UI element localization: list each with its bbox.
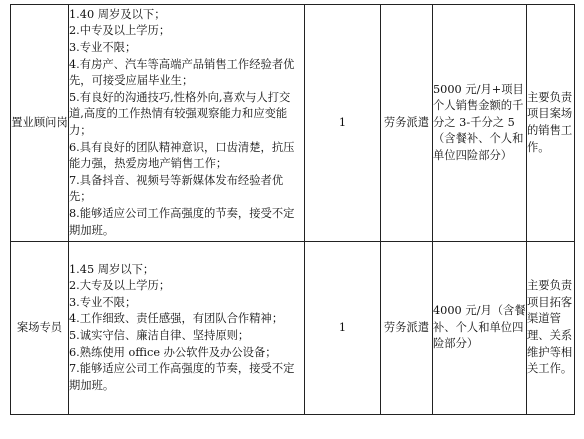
requirement-item: 6.熟练使用 office 办公软件及办公设备； [69,345,277,359]
requirement-item: 2.中专及以上学历； [69,24,171,38]
requirement-item: 3.专业不限； [69,295,137,309]
table-row [11,5,575,242]
requirement-item: 2.大专及以上学历； [69,279,171,293]
requirement-item: 8.能够适应公司工作高强度的节奏，接受不定期加班。 [69,206,295,237]
duties-text: 主要负责项目拓客渠道管理、关系维护等相关工作。 [527,279,573,376]
employment-type: 劳务派遣 [383,115,430,129]
requirements-cell [69,242,305,415]
headcount-cell [305,242,381,415]
requirement-item: 5.诚实守信、廉洁自律、坚持原则； [69,329,250,342]
recruitment-table [10,4,575,415]
employment-type-cell [381,5,433,242]
requirement-item: 4.工作细致、责任感强，有团队合作精神； [69,312,284,326]
duties-cell [527,5,575,242]
requirements-cell [69,5,305,242]
salary-text: 4000 元/月（含餐补、个人和单位四险部分） [433,304,526,351]
employment-type-cell [381,242,433,415]
requirement-item: 7.具备抖音、视频号等新媒体发布经验者优先； [69,173,284,204]
headcount: 1 [338,320,347,334]
headcount-cell [305,5,381,242]
requirement-item: 1.40 周岁及以下； [69,7,166,21]
requirement-item: 1.45 周岁以下； [69,262,155,276]
position-name: 案场专员 [16,320,63,334]
requirement-item: 6.具有良好的团队精神意识，口齿清楚，抗压能力强，热爱房地产销售工作； [69,140,295,171]
salary-cell [433,5,527,242]
position-cell [11,5,69,242]
position-cell [11,242,69,415]
salary-cell [433,242,527,415]
requirement-item: 3.专业不限； [69,41,137,55]
duties-text: 主要负责项目案场的销售工作。 [527,90,573,154]
table-row [11,242,575,415]
headcount: 1 [338,115,347,129]
employment-type: 劳务派遣 [383,320,430,334]
duties-cell [527,242,575,415]
requirement-item: 4.有房产、汽车等高端产品销售工作经验者优先，可接受应届毕业生； [69,57,295,88]
salary-text: 5000 元/月+项目个人销售金额的千分之 3-千分之 5（含餐补、个人和单位四险部分） [433,82,524,162]
requirement-item: 7.能够适应公司工作高强度的节奏，接受不定期加班。 [69,362,295,392]
position-name: 置业顾问岗 [11,115,68,129]
requirement-item: 5.有良好的沟通技巧,性格外向,喜欢与人打交道,高度的工作热情有较强观察能力和应变能力； [69,90,291,137]
